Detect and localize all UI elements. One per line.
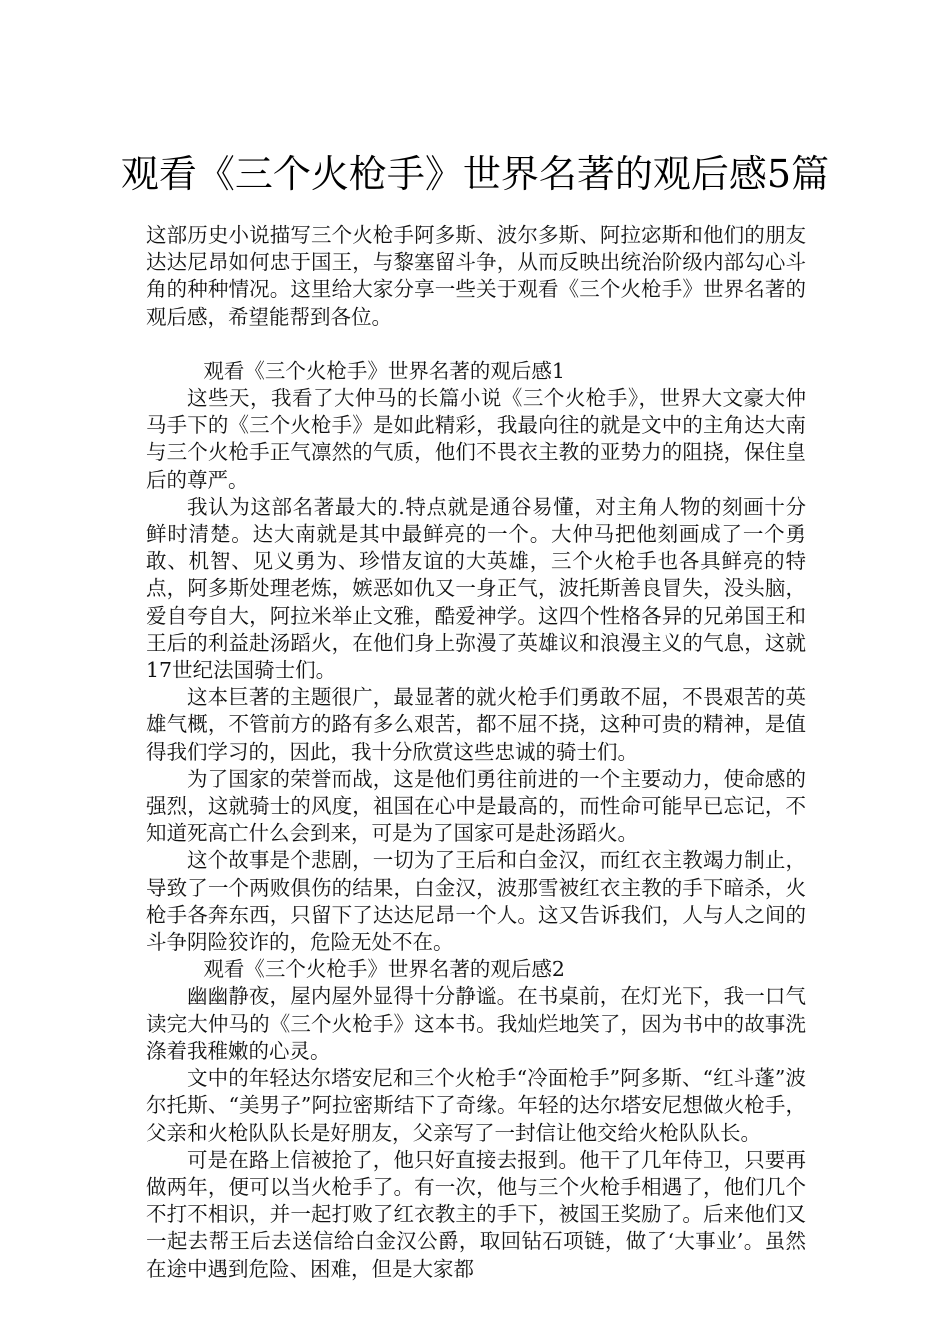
section1-paragraph: 这些天，我看了大仲马的长篇小说《三个火枪手》，世界大文豪大仲马手下的《三个火枪手》是如此精彩，我最向往的就是文中的主角达大南与三个火枪手正气凛然的气质，他们不畏衣主教的亚势力的阻挠，保住皇后的尊严。 [146, 386, 806, 492]
section1-paragraph: 我认为这部名著最大的.特点就是通谷易懂，对主角人物的刻画十分鲜时清楚。达大南就是其中最鲜亮的一个。大仲马把他刻画成了一个勇敢、机智、见义勇为、珍惜友谊的大英雄，三个火枪手也各具鲜亮的特点，阿多斯处理老炼，嫉恶如仇又一身正气，波托斯善良冒失，没头脑，爱自夸自大，阿拉米举止文雅，酷爱神学。这四个性格各异的兄弟国王和王后的利益赴汤蹈火，在他们身上弥漫了英雄议和浪漫主义的气息，这就17世纪法国骑士们。 [146, 494, 806, 683]
section1-paragraph: 这个故事是个悲剧，一切为了王后和白金汉，而红衣主教竭力制止，导致了一个两败俱伤的结果，白金汉，波那雪被红衣主教的手下暗杀，火枪手各奔东西，只留下了达达尼昂一个人。这又告诉我们，人与人之间的斗争阴险狡诈的，危险无处不在。 [146, 848, 806, 955]
paragraph-spacer [146, 331, 806, 358]
document-title: 观看《三个火枪手》世界名著的观后感5篇 [120, 152, 830, 197]
document-body [146, 222, 806, 1283]
section2-paragraph: 文中的年轻达尔塔安尼和三个火枪手“冷面枪手”阿多斯、“红斗蓬”波尔托斯、“美男子”阿拉密斯结下了奇缘。年轻的达尔塔安尼想做火枪手，父亲和火枪队队长是好朋友，父亲写了一封信让他交给火枪队队长。 [146, 1066, 806, 1145]
section-heading-1: 观看《三个火枪手》世界名著的观后感1 [203, 358, 565, 383]
section2-paragraph: 幽幽静夜，屋内屋外显得十分静谧。在书桌前，在灯光下，我一口气读完大仲马的《三个火枪手》这本书。我灿烂地笑了，因为书中的故事洗涤着我稚嫩的心灵。 [146, 984, 806, 1063]
section1-paragraph: 为了国家的荣誉而战，这是他们勇往前进的一个主要动力，使命感的强烈，这就骑士的风度，祖国在心中是最高的，而性命可能早已忘记，不知道死高亡什么会到来，可是为了国家可是赴汤蹈火。 [146, 766, 806, 846]
section1-paragraph: 这本巨著的主题很广，最显著的就火枪手们勇敢不屈，不畏艰苦的英雄气概，不管前方的路有多么艰苦，都不屈不挠，这种可贵的精神，是值得我们学习的，因此，我十分欣赏这些忠诚的骑士们。 [146, 685, 806, 764]
intro-paragraph: 这部历史小说描写三个火枪手阿多斯、波尔多斯、阿拉宓斯和他们的朋友达达尼昂如何忠于国王，与黎塞留斗争，从而反映出统治阶级内部勾心斗角的种种情况。这里给大家分享一些关于观看《三个火枪手》世界名著的观后感，希望能帮到各位。 [146, 223, 806, 329]
section-heading-2: 观看《三个火枪手》世界名著的观后感2 [203, 957, 565, 982]
section2-paragraph: 可是在路上信被抢了，他只好直接去报到。他干了几年侍卫，只要再做两年，便可以当火枪手了。有一次，他与三个火枪手相遇了，他们几个不打不相识，并一起打败了红衣教主的手下，被国王奖励了。后来他们又一起去帮王后去送信给白金汉公爵，取回钻石项链，做了‘大事业’。虽然在途中遇到危险、困难，但是大家都 [146, 1147, 806, 1281]
